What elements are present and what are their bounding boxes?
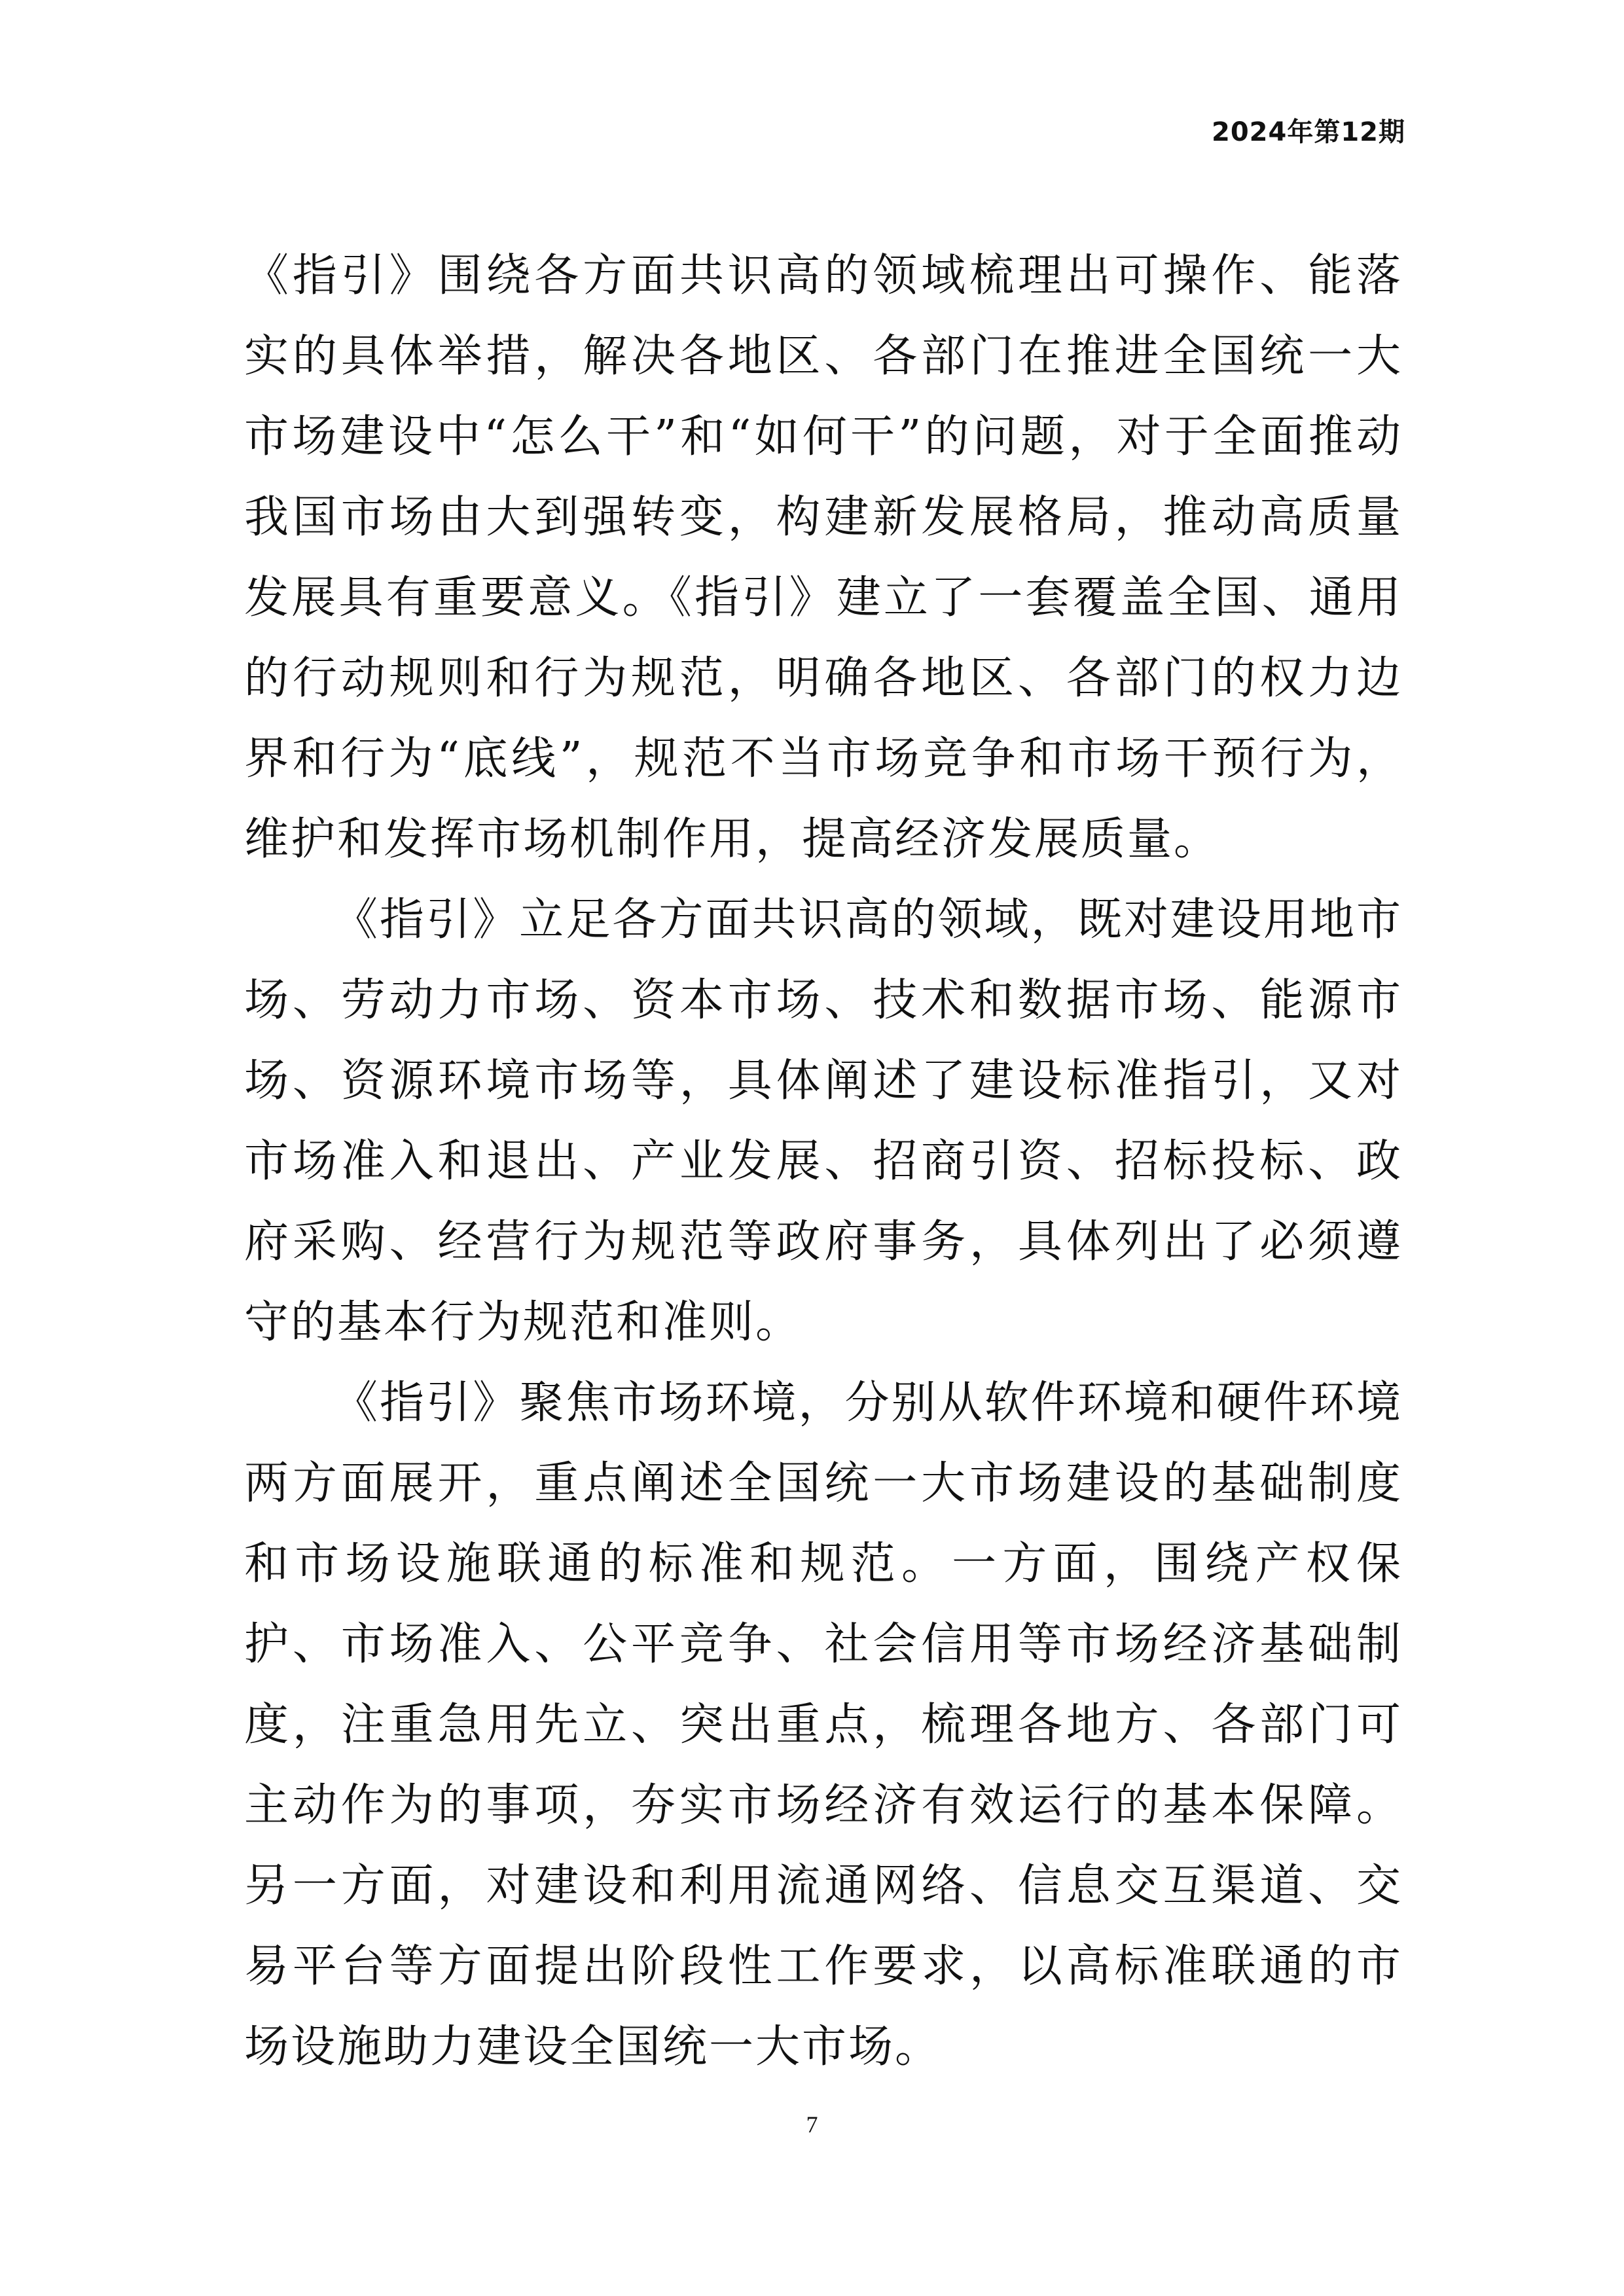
page-number: 7 [806,2111,818,2138]
article-body [244,236,1403,2087]
issue-label: 2024年第12期 [1212,117,1405,147]
paragraph-2: 《指引》立足各方面共识高的领域，既对建设用地市场、劳动力市场、资本市场、技术和数据市场、能源市场、资源环境市场等，具体阐述了建设标准指引，又对市场准入和退出、产业发展、招商引资、招标投标、政府采购、经营行为规范等政府事务，具体列出了必须遵守的基本行为规范和准则。 [244,894,1403,1348]
paragraph-3: 《指引》聚焦市场环境，分别从软件环境和硬件环境两方面展开，重点阐述全国统一大市场建设的基础制度和市场设施联通的标准和规范。一方面，围绕产权保护、市场准入、公平竞争、社会信用等市场经济基础制度，注重急用先立、突出重点，梳理各地方、各部门可主动作为的事项，夯实市场经济有效运行的基本保障。另一方面，对建设和利用流通网络、信息交互渠道、交易平台等方面提出阶段性工作要求，以高标准联通的市场设施助力建设全国统一大市场。 [244,1377,1403,2073]
paragraph-1: 《指引》围绕各方面共识高的领域梳理出可操作、能落实的具体举措，解决各地区、各部门在推进全国统一大市场建设中“怎么干”和“如何干”的问题，对于全面推动我国市场由大到强转变，构建新发展格局，推动高质量发展具有重要意义。《指引》建立了一套覆盖全国、通用的行动规则和行为规范，明确各地区、各部门的权力边界和行为“底线”，规范不当市场竞争和市场干预行为，维护和发挥市场机制作用，提高经济发展质量。 [244,250,1403,865]
